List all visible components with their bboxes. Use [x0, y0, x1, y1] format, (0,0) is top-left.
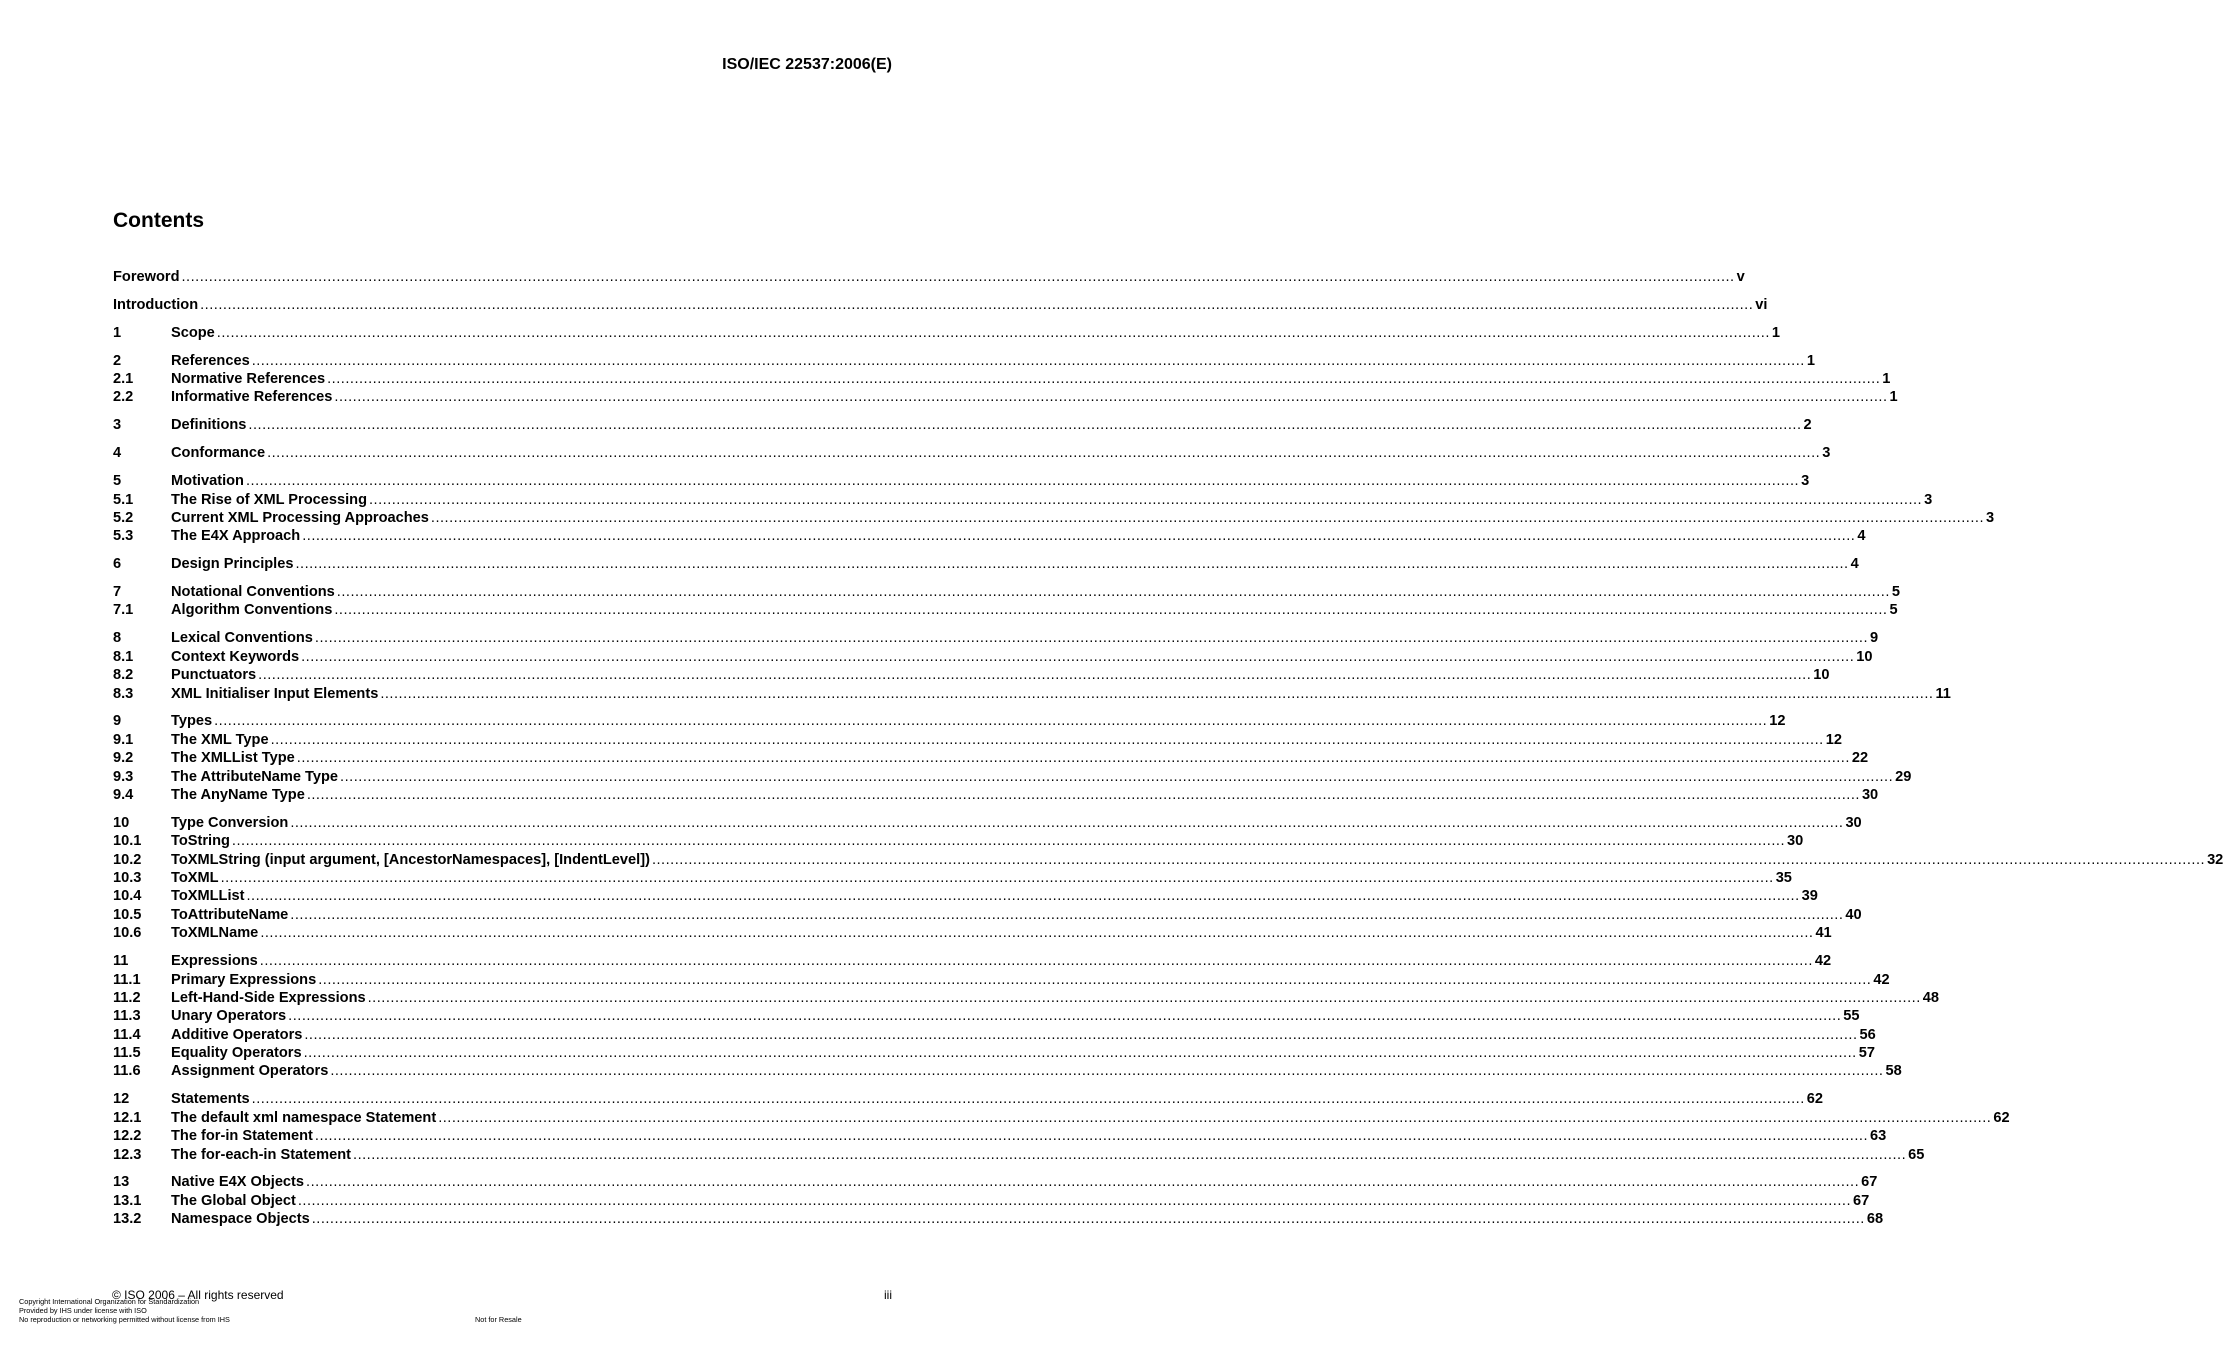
- toc-dot-leader: [298, 1193, 1851, 1209]
- toc-dot-leader: [318, 972, 1871, 988]
- toc-page-number: 4: [1850, 556, 1859, 573]
- toc-entry[interactable]: [113, 1026, 1876, 1045]
- toc-page-number: 40: [1845, 906, 1862, 923]
- toc-dot-leader: [327, 371, 1880, 387]
- toc-page-number: 1: [1882, 371, 1891, 388]
- toc-section-title: Punctuators: [171, 667, 257, 684]
- toc-section-number: 10.5: [113, 906, 142, 923]
- toc-section-title: ToAttributeName: [171, 906, 289, 923]
- toc-section-title: Expressions: [171, 953, 258, 970]
- toc-section-title: Assignment Operators: [171, 1063, 329, 1080]
- toc-section-number: 8.3: [113, 685, 134, 702]
- toc-dot-leader: [301, 649, 1854, 665]
- toc-section-title: Notational Conventions: [171, 584, 335, 601]
- toc-dot-leader: [200, 297, 1753, 313]
- toc-section-number: 13.2: [113, 1211, 142, 1228]
- toc-page-number: 10: [1856, 648, 1873, 665]
- toc-section-title: Additive Operators: [171, 1026, 303, 1043]
- license-stamp-line-1: Copyright International Organization for Standardization: [19, 1297, 200, 1306]
- toc-dot-leader: [260, 953, 1813, 969]
- toc-page-number: 56: [1859, 1026, 1876, 1043]
- toc-entry[interactable]: [113, 1192, 1870, 1211]
- toc-section-number: 10.2: [113, 851, 142, 868]
- toc-section-number: 8.2: [113, 667, 134, 684]
- toc-entry[interactable]: [113, 833, 1804, 851]
- toc-page-number: 42: [1873, 971, 1890, 988]
- toc-section-number: 2.2: [113, 389, 134, 406]
- toc-entry[interactable]: [113, 584, 1901, 602]
- toc-dot-leader: [247, 888, 1800, 904]
- toc-entry[interactable]: [113, 870, 1792, 888]
- toc-section-number: 11: [113, 953, 129, 970]
- toc-page-number: 30: [1845, 814, 1862, 831]
- toc-dot-leader: [438, 1110, 1991, 1126]
- toc-page-number: 1: [1771, 324, 1781, 341]
- toc-dot-leader: [312, 1211, 1865, 1227]
- toc-section-title: The XMLList Type: [171, 750, 295, 767]
- toc-entry[interactable]: [113, 1174, 1878, 1192]
- toc-section-number: 2: [113, 352, 122, 369]
- toc-section-number: 11.1: [113, 971, 141, 988]
- toc-entry[interactable]: [113, 491, 1933, 510]
- toc-entry[interactable]: [113, 1063, 1902, 1081]
- toc-dot-leader: [302, 528, 1855, 544]
- toc-section-title: Left-Hand-Side Expressions: [171, 989, 366, 1006]
- toc-section-title: The AnyName Type: [171, 786, 305, 803]
- toc-entry[interactable]: [113, 1146, 1925, 1165]
- toc-section-title: ToXMLName: [171, 925, 259, 942]
- toc-section-title: Statements: [171, 1091, 250, 1108]
- toc-section-number: 12.1: [113, 1109, 142, 1126]
- toc-section-number: 13: [113, 1174, 130, 1191]
- toc-section-number: 9.2: [113, 750, 134, 767]
- toc-section-title: Algorithm Conventions: [171, 602, 333, 619]
- toc-dot-leader: [295, 556, 1848, 572]
- toc-entry[interactable]: [113, 786, 1879, 805]
- toc-page-number: 62: [1806, 1091, 1824, 1108]
- toc-section-number: 11.3: [113, 1008, 141, 1025]
- toc-entry[interactable]: [113, 602, 1898, 620]
- toc-dot-leader: [337, 584, 1890, 600]
- toc-entry[interactable]: [113, 1128, 1887, 1146]
- toc-page-number: 35: [1775, 870, 1792, 887]
- toc-section-title: ToString: [171, 833, 230, 850]
- toc-entry[interactable]: [113, 971, 1890, 990]
- toc-entry[interactable]: [113, 352, 1815, 371]
- toc-section-number: 9.3: [113, 768, 134, 785]
- toc-entry[interactable]: [113, 473, 1810, 491]
- toc-section-title: The E4X Approach: [171, 528, 301, 545]
- toc-dot-leader: [307, 787, 1860, 803]
- toc-dot-leader: [271, 732, 1824, 748]
- toc-dot-leader: [288, 1008, 1841, 1024]
- toc-section-title: The XML Type: [171, 731, 269, 748]
- toc-entry[interactable]: [113, 389, 1898, 407]
- toc-dot-leader: [334, 389, 1887, 405]
- toc-dot-leader: [369, 492, 1922, 508]
- toc-section-title: Primary Expressions: [171, 971, 317, 988]
- toc-section-number: 12.2: [113, 1128, 142, 1145]
- toc-dot-leader: [304, 1027, 1857, 1043]
- toc-section-number: 9: [113, 713, 122, 730]
- toc-entry[interactable]: [113, 1091, 1824, 1109]
- toc-section-title: Types: [171, 713, 213, 730]
- toc-page-number: 3: [1801, 473, 1810, 490]
- toc-page-number: 41: [1815, 925, 1832, 942]
- toc-dot-leader: [334, 602, 1887, 618]
- toc-page-number: 30: [1861, 786, 1879, 803]
- toc-page-number: 3: [1924, 491, 1933, 508]
- toc-page-number: 29: [1895, 768, 1912, 785]
- toc-entry[interactable]: [113, 925, 1832, 943]
- toc-section-number: 11.5: [113, 1045, 141, 1062]
- toc-dot-leader: [246, 473, 1799, 489]
- toc-section-number: 10.4: [113, 888, 142, 905]
- toc-section-title: Scope: [171, 324, 215, 341]
- toc-page-number: 39: [1801, 888, 1818, 905]
- toc-section-title: XML Initialiser Input Elements: [171, 685, 379, 702]
- toc-section-title: The Rise of XML Processing: [171, 491, 367, 508]
- toc-section-title: Type Conversion: [171, 814, 289, 831]
- toc-page-number: 12: [1825, 731, 1842, 748]
- toc-dot-leader: [368, 990, 1921, 1006]
- toc-section-number: 11.2: [113, 989, 141, 1006]
- toc-entry[interactable]: [113, 713, 1786, 731]
- toc-entry[interactable]: [113, 1211, 1884, 1229]
- toc-entry[interactable]: [113, 953, 1832, 971]
- license-stamp-line-3: No reproduction or networking permitted without license from IHS: [19, 1315, 230, 1324]
- toc-page-number: 4: [1857, 528, 1866, 545]
- toc-section-title: Design Principles: [171, 556, 294, 573]
- toc-section-number: 10.3: [113, 870, 142, 887]
- toc-entry[interactable]: [113, 509, 1995, 528]
- toc-entry[interactable]: [113, 269, 1745, 287]
- toc-section-number: 7.1: [113, 602, 134, 619]
- toc-section-number: 7: [113, 584, 122, 601]
- toc-page-number: 3: [1986, 509, 1995, 526]
- toc-section-number: 12.3: [113, 1146, 142, 1163]
- toc-dot-leader: [260, 925, 1813, 941]
- toc-entry[interactable]: [113, 296, 1768, 315]
- toc-dot-leader: [232, 833, 1785, 849]
- toc-page-number: 5: [1889, 602, 1898, 619]
- toc-page-number: 58: [1885, 1063, 1902, 1080]
- toc-dot-leader: [353, 1147, 1906, 1163]
- toc-section-number: 6: [113, 556, 122, 573]
- toc-section-title: Introduction: [113, 296, 199, 313]
- toc-section-number: 11.4: [113, 1026, 141, 1043]
- toc-section-title: References: [171, 352, 250, 369]
- toc-section-title: The Global Object: [171, 1192, 296, 1209]
- toc-dot-leader: [340, 769, 1893, 785]
- toc-section-number: 12: [113, 1091, 130, 1108]
- footer-page-number: iii: [884, 1288, 892, 1302]
- toc-page-number: vi: [1755, 296, 1768, 313]
- toc-section-title: Foreword: [113, 269, 180, 285]
- toc-dot-leader: [248, 417, 1801, 433]
- toc-section-number: 8: [113, 630, 122, 647]
- toc-section-title: Informative References: [171, 389, 333, 406]
- toc-entry[interactable]: [113, 1045, 1875, 1063]
- footer-copyright: © ISO 2006 – All rights reserved: [112, 1288, 284, 1302]
- toc-dot-leader: [315, 630, 1868, 646]
- toc-section-number: 2.1: [113, 371, 134, 388]
- toc-section-title: ToXML: [171, 870, 219, 887]
- toc-page-number: 32: [2207, 851, 2223, 868]
- toc-entry[interactable]: [113, 648, 1873, 667]
- toc-entry[interactable]: [113, 528, 1866, 546]
- toc-dot-leader: [304, 1045, 1857, 1061]
- license-stamp-line-2: Provided by IHS under license with ISO: [19, 1306, 147, 1315]
- toc-entry[interactable]: [113, 750, 1869, 768]
- toc-section-number: 5.1: [113, 491, 134, 508]
- toc-page-number: 67: [1861, 1174, 1878, 1191]
- toc-section-title: Normative References: [171, 371, 326, 388]
- toc-section-number: 10.6: [113, 925, 142, 942]
- toc-dot-leader: [315, 1128, 1868, 1144]
- toc-page-number: 57: [1858, 1045, 1875, 1062]
- toc-section-title: The AttributeName Type: [171, 768, 339, 785]
- toc-dot-leader: [217, 325, 1770, 341]
- toc-section-title: Conformance: [171, 445, 266, 462]
- toc-page-number: 11: [1935, 685, 1951, 702]
- toc-dot-leader: [330, 1063, 1883, 1079]
- toc-dot-leader: [252, 1091, 1805, 1107]
- toc-page-number: 42: [1814, 953, 1832, 970]
- toc-dot-leader: [267, 445, 1820, 461]
- toc-page-number: 67: [1853, 1192, 1870, 1209]
- toc-page-number: 5: [1891, 584, 1901, 601]
- toc-page-number: 10: [1813, 667, 1830, 684]
- toc-entry[interactable]: [113, 556, 1859, 574]
- toc-page-number: 9: [1870, 630, 1879, 647]
- toc-section-title: Unary Operators: [171, 1008, 287, 1025]
- document-identifier: ISO/IEC 22537:2006(E): [722, 56, 892, 73]
- toc-section-title: Namespace Objects: [171, 1211, 310, 1228]
- toc-page-number: 62: [1993, 1109, 2010, 1126]
- toc-page-number: v: [1736, 269, 1745, 285]
- toc-page-number: 22: [1851, 750, 1869, 767]
- toc-page-number: 30: [1787, 833, 1804, 850]
- toc-entry[interactable]: [113, 685, 1951, 704]
- toc-entry[interactable]: [113, 445, 1831, 463]
- toc-entry[interactable]: [113, 814, 1862, 833]
- toc-page-number: 63: [1870, 1128, 1887, 1145]
- toc-entry[interactable]: [113, 371, 1891, 389]
- toc-dot-leader: [214, 713, 1767, 729]
- toc-section-title: ToXMLString (input argument, [AncestorNamespaces], [IndentLevel]): [171, 851, 650, 868]
- toc-entry[interactable]: [113, 630, 1879, 648]
- toc-dot-leader: [181, 269, 1734, 285]
- toc-section-title: Lexical Conventions: [171, 630, 313, 647]
- toc-section-number: 9.1: [113, 731, 134, 748]
- toc-entry[interactable]: [113, 731, 1842, 750]
- toc-section-title: Native E4X Objects: [171, 1174, 305, 1191]
- toc-section-number: 3: [113, 417, 122, 434]
- toc-section-number: 4: [113, 445, 122, 462]
- toc-section-number: 5.2: [113, 509, 134, 526]
- toc-section-title: The default xml namespace Statement: [171, 1109, 437, 1126]
- toc-section-title: Motivation: [171, 473, 244, 490]
- toc-page-number: 55: [1843, 1008, 1860, 1025]
- toc-section-number: 10.1: [113, 833, 142, 850]
- toc-entry[interactable]: [113, 324, 1781, 343]
- not-for-resale-note: Not for Resale: [475, 1315, 522, 1324]
- toc-section-title: Definitions: [171, 417, 247, 434]
- toc-page-number: 68: [1866, 1211, 1884, 1228]
- toc-dot-leader: [297, 750, 1850, 766]
- toc-page-number: 1: [1889, 389, 1898, 406]
- toc-section-number: 9.4: [113, 786, 134, 803]
- toc-dot-leader: [380, 686, 1933, 702]
- toc-entry[interactable]: [113, 906, 1862, 925]
- toc-entry[interactable]: [113, 851, 2223, 870]
- toc-section-title: Equality Operators: [171, 1045, 302, 1062]
- toc-dot-leader: [290, 815, 1843, 831]
- toc-section-title: Current XML Processing Approaches: [171, 509, 429, 526]
- toc-section-number: 11.6: [113, 1063, 141, 1080]
- toc-section-number: 13.1: [113, 1192, 142, 1209]
- toc-entry[interactable]: [113, 1008, 1860, 1026]
- toc-dot-leader: [652, 852, 2205, 868]
- toc-section-number: 1: [113, 324, 122, 341]
- toc-entry[interactable]: [113, 1109, 2010, 1128]
- toc-section-number: 8.1: [113, 648, 134, 665]
- page-title: Contents: [113, 209, 204, 232]
- toc-dot-leader: [290, 907, 1843, 923]
- toc-section-title: Context Keywords: [171, 648, 300, 665]
- toc-section-title: ToXMLList: [171, 888, 245, 905]
- toc-section-number: 5.3: [113, 528, 134, 545]
- toc-page-number: 1: [1806, 352, 1815, 369]
- toc-dot-leader: [252, 353, 1805, 369]
- toc-page-number: 2: [1803, 417, 1812, 434]
- toc-dot-leader: [431, 510, 1984, 526]
- toc-entry[interactable]: [113, 768, 1912, 787]
- toc-page-number: 65: [1908, 1146, 1925, 1163]
- toc-page-number: 3: [1822, 445, 1831, 462]
- table-of-contents: [113, 269, 2223, 1230]
- toc-page-number: 48: [1922, 989, 1939, 1006]
- toc-page-number: 12: [1769, 713, 1786, 730]
- toc-dot-leader: [258, 667, 1811, 683]
- toc-entry[interactable]: [113, 417, 1812, 435]
- toc-entry[interactable]: [113, 989, 1939, 1008]
- toc-section-number: 5: [113, 473, 122, 490]
- toc-entry[interactable]: [113, 667, 1830, 685]
- toc-dot-leader: [306, 1174, 1859, 1190]
- toc-section-title: The for-each-in Statement: [171, 1146, 352, 1163]
- toc-section-number: 10: [113, 814, 130, 831]
- toc-entry[interactable]: [113, 888, 1818, 906]
- toc-dot-leader: [221, 870, 1774, 886]
- toc-section-title: The for-in Statement: [171, 1128, 313, 1145]
